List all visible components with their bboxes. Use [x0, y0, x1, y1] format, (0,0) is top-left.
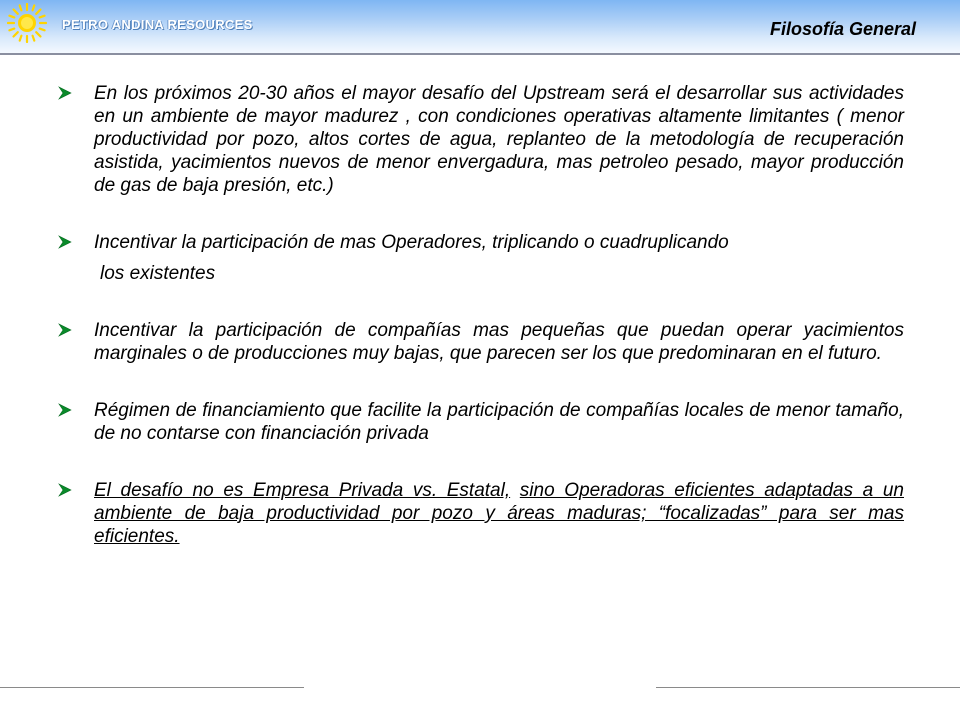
bullet-text-underlined: sino Operadoras eficientes adaptadas a un ambiente de baja productividad por pozo y áreas maduras; “focalizadas” para ser mas eficientes. — [94, 480, 904, 547]
bullet-list — [58, 82, 904, 582]
arrow-bullet-icon — [58, 323, 72, 337]
sun-icon — [7, 3, 47, 43]
slide-header — [0, 0, 960, 55]
bullet-text: Régimen de financiamiento que facilite la participación de compañías locales de menor tamaño, de no contarse con financiación privada — [94, 400, 904, 444]
arrow-bullet-icon — [58, 86, 72, 100]
footer-divider-right — [656, 687, 960, 688]
bullet-item — [58, 231, 904, 285]
bullet-text: En los próximos 20-30 años el mayor desafío del Upstream será el desarrollar sus actividades en un ambiente de mayor madurez , con condiciones operativas altamente limitantes ( menor productividad por pozo, altos cortes de agua, replanteo de la metodología de recuperación asistida, yacimientos nuevos de menor envergadura, mas petroleo pesado, mayor producción de gas de baja presión, etc.) — [94, 83, 904, 196]
bullet-text: Incentivar la participación de mas Operadores, triplicando o cuadruplicando — [94, 232, 729, 253]
bullet-text-underlined: El desafío no es Empresa Privada vs. Estatal, — [94, 480, 511, 501]
arrow-bullet-icon — [58, 483, 72, 497]
bullet-item — [58, 319, 904, 365]
bullet-continuation: los existentes — [100, 263, 216, 284]
bullet-text: Incentivar la participación de compañías mas pequeñas que puedan operar yacimientos marginales o de producciones muy bajas, que parecen ser los que predominaran en el futuro. — [94, 320, 904, 364]
bullet-item — [58, 479, 904, 548]
arrow-bullet-icon — [58, 235, 72, 249]
bullet-item — [58, 82, 904, 197]
bullet-item — [58, 399, 904, 445]
slide-title: Filosofía General — [769, 19, 916, 39]
arrow-bullet-icon — [58, 403, 72, 417]
footer-divider-left — [0, 687, 304, 688]
company-name: PETRO ANDINA RESOURCES — [62, 17, 253, 32]
